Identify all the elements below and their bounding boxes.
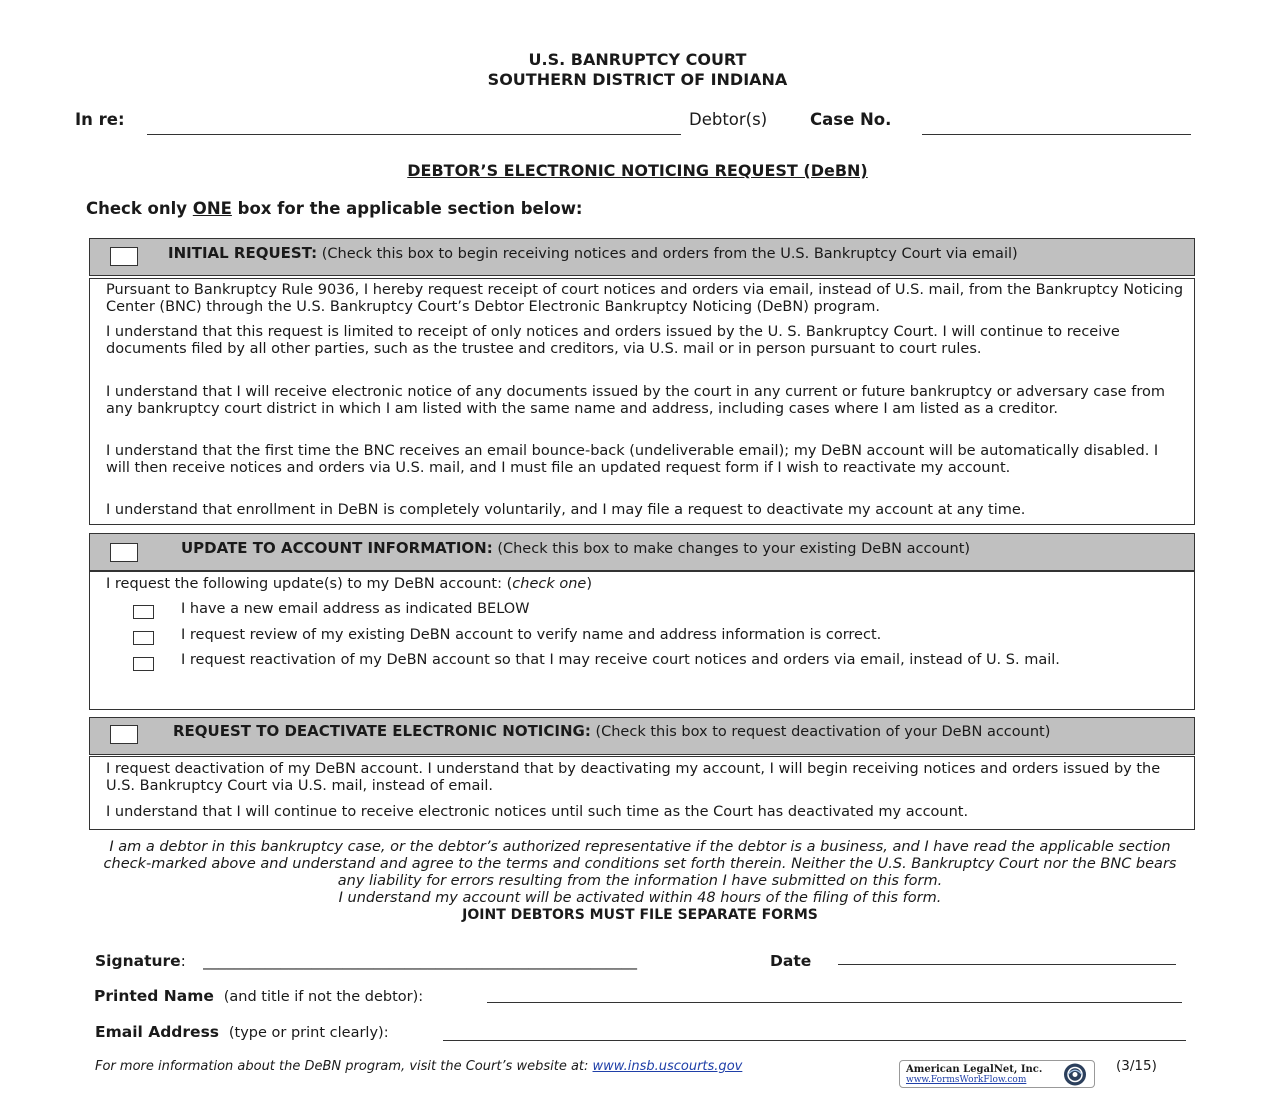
footer-info: For more information about the DeBN program, visit the Court’s website at: www.insb.uscourts.gov bbox=[95, 1059, 743, 1074]
debtor-label: Debtor(s) bbox=[689, 110, 768, 129]
initial-para-1: Pursuant to Bankruptcy Rule 9036, I hereby request receipt of court notices and orders via email, instead of U.S. mail, from the Bankruptcy Noticing Center (BNC) through the U.S. Bankruptcy Court’s Debtor Electronic Bankruptcy Noticing (DeBN) program. bbox=[106, 282, 1184, 315]
certification-text: I am a debtor in this bankruptcy case, or the debtor’s authorized representative if the debtor is a business, and I have read the applicable section check-marked above and understand and agree to the terms and conditions set forth therein. Neither the U.S. Bankruptcy Court nor the BNC bears any liability for errors resulting from the information I have submitted on this form. bbox=[103, 839, 1177, 889]
form-title: DEBTOR’S ELECTRONIC NOTICING REQUEST (DeBN) bbox=[407, 161, 868, 180]
date-label: Date bbox=[770, 952, 812, 970]
court-line-2: SOUTHERN DISTRICT OF INDIANA bbox=[487, 70, 788, 89]
deactivate-checkbox[interactable] bbox=[110, 725, 138, 744]
court-website-link[interactable]: www.insb.uscourts.gov bbox=[592, 1059, 743, 1074]
update-option-reactivate: I request reactivation of my DeBN account so that I may receive court notices and orders via email, instead of U. S. mail. bbox=[181, 652, 1060, 668]
initial-para-2: I understand that this request is limited to receipt of only notices and orders issued by the U. S. Bankruptcy Court. I will continue to receive documents filed by all other parties, such as the trustee and creditors, via U.S. mail or in person pursuant to court rules. bbox=[106, 324, 1120, 357]
americanlegalnet-logo bbox=[899, 1060, 1095, 1088]
signature-field[interactable]: ________________________________________________________ bbox=[203, 952, 637, 970]
initial-request-heading: INITIAL REQUEST: (Check this box to begin receiving notices and orders from the U.S. Bankruptcy Court via email) bbox=[168, 244, 1018, 262]
revision-date: (3/15) bbox=[1116, 1058, 1157, 1074]
signature-row: Signature: bbox=[95, 952, 186, 970]
initial-para-4: I understand that the first time the BNC receives an email bounce-back (undeliverable email); my DeBN account will be automatically disabled. I will then receive notices and orders via U.S. mail, and I must file an updated request form if I wish to reactivate my account. bbox=[106, 443, 1159, 476]
email-field[interactable] bbox=[443, 1040, 1186, 1041]
update-checkbox[interactable] bbox=[110, 543, 138, 562]
update-heading: UPDATE TO ACCOUNT INFORMATION: (Check this box to make changes to your existing DeBN account) bbox=[181, 539, 971, 557]
initial-request-checkbox[interactable] bbox=[110, 247, 138, 266]
deactivate-heading: REQUEST TO DEACTIVATE ELECTRONIC NOTICING: (Check this box to request deactivation of your DeBN account) bbox=[173, 722, 1051, 740]
case-no-field[interactable] bbox=[922, 134, 1191, 135]
update-intro: I request the following update(s) to my DeBN account: (check one) bbox=[106, 576, 592, 592]
update-option-new-email: I have a new email address as indicated BELOW bbox=[181, 601, 530, 617]
printed-name-row: Printed Name (and title if not the debtor): bbox=[94, 987, 424, 1005]
update-option-review-checkbox[interactable] bbox=[133, 631, 154, 645]
date-field[interactable] bbox=[838, 964, 1176, 965]
joint-debtors-notice: JOINT DEBTORS MUST FILE SEPARATE FORMS bbox=[462, 907, 818, 923]
deactivate-para-2: I understand that I will continue to receive electronic notices until such time as the Court has deactivated my account. bbox=[106, 804, 969, 820]
case-no-label: Case No. bbox=[810, 110, 892, 129]
activation-notice: I understand my account will be activated within 48 hours of the filing of this form. bbox=[338, 890, 942, 906]
in-re-field[interactable] bbox=[147, 134, 681, 135]
initial-para-3: I understand that I will receive electronic notice of any documents issued by the court in any current or future bankruptcy or adversary case from any bankruptcy court district in which I am listed with the same name and address, including cases where I am listed as a creditor. bbox=[106, 384, 1165, 417]
instruction: Check only ONE box for the applicable section below: bbox=[86, 199, 583, 218]
email-row: Email Address (type or print clearly): bbox=[95, 1023, 389, 1041]
update-option-new-email-checkbox[interactable] bbox=[133, 605, 154, 619]
update-option-reactivate-checkbox[interactable] bbox=[133, 657, 154, 671]
logo-globe-icon bbox=[1058, 1062, 1092, 1087]
printed-name-field[interactable] bbox=[487, 1002, 1182, 1003]
initial-para-5: I understand that enrollment in DeBN is completely voluntarily, and I may file a request to deactivate my account at any time. bbox=[106, 502, 1026, 518]
in-re-label: In re: bbox=[75, 110, 125, 129]
logo-url: www.FormsWorkFlow.com bbox=[906, 1075, 1027, 1085]
court-name bbox=[0, 50, 1275, 90]
deactivate-para-1: I request deactivation of my DeBN account. I understand that by deactivating my account, I will begin receiving notices and orders issued by the U.S. Bankruptcy Court via U.S. mail, instead of email. bbox=[106, 761, 1161, 794]
court-line-1: U.S. BANRUPTCY COURT bbox=[528, 50, 747, 69]
update-option-review: I request review of my existing DeBN account to verify name and address information is correct. bbox=[181, 627, 882, 643]
logo-company: American LegalNet, Inc. bbox=[906, 1064, 1043, 1075]
